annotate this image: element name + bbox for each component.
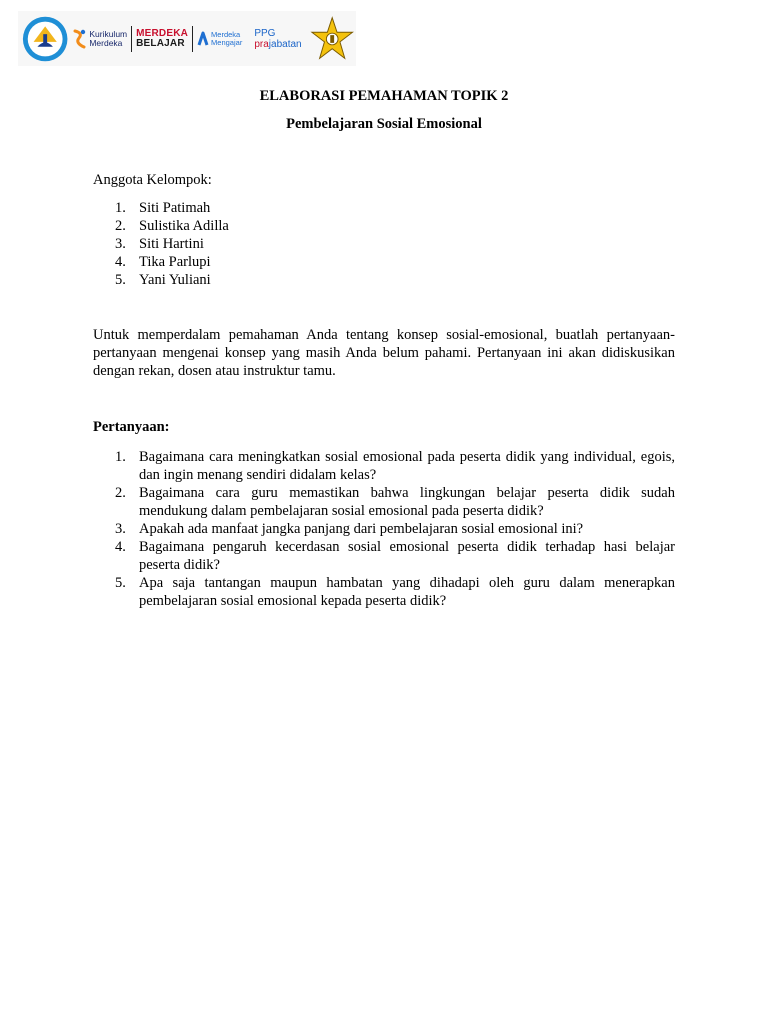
merdeka-belajar-logo: MERDEKA BELAJAR [136,27,189,49]
document-subtitle: Pembelajaran Sosial Emosional [286,116,482,132]
merdeka-mengajar-icon [197,31,209,47]
logo-divider [192,26,193,52]
intro-paragraph: Untuk memperdalam pemahaman Anda tentang konsep sosial-emosional, buatlah pertanyaan-pertanyaan mengenai konsep yang masih Anda belum pahami. Pertanyaan ini akan didiskusikan dengan rekan, dosen atau instruktur tamu. [93,327,675,379]
list-item: 5. Yani Yuliani [115,272,211,288]
document-title: ELABORASI PEMAHAMAN TOPIK 2 [259,88,509,104]
members-list [93,199,675,289]
questions-list [93,448,675,610]
header-logo-bar [18,11,356,66]
list-item: 5. Apa saja tantangan maupun hambatan yang dihadapi oleh guru dalam menerapkan pembelajaran sosial emosional kepada peserta didik? [115,575,675,609]
list-item: 4. Bagaimana pengaruh kecerdasan sosial emosional peserta didik terhadap hasi belajar peserta didik? [115,539,675,573]
members-label: Anggota Kelompok: [93,172,212,188]
university-emblem-logo [308,14,356,64]
kurikulum-merdeka-icon [73,29,87,49]
list-item: 3. Siti Hartini [115,236,204,252]
questions-label: Pertanyaan: [93,419,170,435]
list-item: 1. Bagaimana cara meningkatkan sosial emosional pada peserta didik yang individual, egois, dan ingin menang sendiri didalam kelas? [115,449,675,483]
list-item: 2. Bagaimana cara guru memastikan bahwa lingkungan belajar peserta didik sudah mendukung dalam pembelajaran sosial emosional pada peserta didik? [115,485,675,519]
list-item: 3. Apakah ada manfaat jangka panjang dari pembelajaran sosial emosional ini? [115,521,584,537]
list-item: 2. Sulistika Adilla [115,218,229,234]
logo-divider [131,26,132,52]
list-item: 1. Siti Patimah [115,200,211,216]
kurikulum-merdeka-logo: Kurikulum Merdeka [73,29,127,49]
merdeka-mengajar-logo: Merdeka Mengajar [197,31,242,47]
list-item: 4. Tika Parlupi [115,254,211,270]
ppg-prajabatan-logo: PPG prajabatan [254,27,302,50]
tut-wuri-handayani-logo [20,14,70,64]
